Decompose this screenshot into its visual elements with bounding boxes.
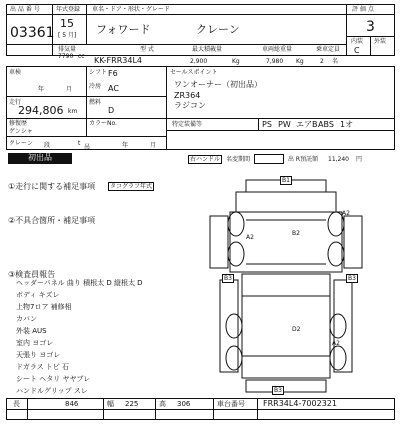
width-value: 225	[125, 400, 139, 408]
year-value: 15	[60, 17, 74, 30]
name-change-label: 名変期間	[226, 156, 251, 163]
vehicle-diagram	[206, 176, 366, 398]
steering-label: 右ハンドル	[190, 156, 221, 163]
mileage-label: 走行	[9, 99, 22, 106]
ac-label: 冷房	[89, 83, 102, 90]
note-line: ドガラス トビ 石	[16, 363, 70, 371]
note-line: 室内 ヨゴレ	[16, 339, 54, 347]
first-time-tag: 初出品	[8, 153, 72, 164]
max-load-value: 2,900	[190, 58, 208, 65]
damage-mark-b2: B2	[292, 230, 300, 237]
height-value: 306	[177, 400, 191, 408]
equipment-item: PW	[278, 120, 291, 129]
note-line: ボディ キズレ	[16, 291, 60, 299]
fuel-value: D	[108, 106, 115, 115]
max-load-unit: Kg	[232, 58, 240, 65]
gross-weight-label: 車両総重量	[262, 46, 293, 53]
wheelbase-unit: 円	[356, 156, 363, 163]
length-label: 長	[13, 400, 20, 408]
width-label: 幅	[107, 400, 114, 408]
note-line: 上物7ロア 補修相	[16, 303, 72, 311]
lot-number: 03361	[10, 25, 55, 41]
inspection-month: 月	[66, 86, 73, 93]
score-label: 評 価 点	[352, 6, 374, 13]
exterior-label: 外装	[374, 38, 387, 45]
inspector-notes	[16, 277, 143, 397]
selling-point-item: ラジコン	[174, 101, 206, 110]
model-name: フォワード	[96, 23, 151, 36]
equipment-item: PS	[262, 120, 272, 129]
equipment-item: エアB	[296, 120, 318, 129]
ac-value: AC	[108, 84, 119, 93]
month-value: [ 5 月]	[58, 32, 77, 39]
model-label: 車名・ドア・形状・グレード	[92, 6, 170, 13]
interior-grade: C	[354, 46, 360, 55]
crane-tsuri2: 吊	[84, 144, 91, 151]
model-type: クレーン	[196, 23, 240, 36]
crane-year: 年	[122, 142, 129, 149]
remark-defects: ②不具合箇所・補足事項	[8, 216, 96, 225]
height-label: 高	[159, 400, 166, 408]
type-label: 型 式	[140, 46, 154, 53]
capacity-unit: 名	[332, 58, 339, 65]
displacement-value: 7790	[58, 53, 74, 60]
name-change-box	[254, 154, 284, 164]
chassis-value: FRR34L4-7002321	[263, 399, 337, 408]
chassis-label: 車台番号	[217, 400, 245, 408]
damage-mark-b3-right: B3	[348, 275, 356, 282]
damage-mark-a2-left: A2	[246, 234, 254, 241]
crane-tsuri: t	[78, 140, 81, 147]
inspection-label: 車検	[9, 69, 22, 76]
color-label: カラーNo.	[89, 120, 117, 127]
displacement-unit: cc	[78, 53, 85, 60]
wheelbase-value: 11,240	[328, 156, 349, 163]
selling-point-item: ZR364	[174, 91, 201, 100]
equipment-item: 1オ	[340, 120, 354, 129]
type-value: KK-FRR34L4	[94, 56, 142, 65]
remark-driving: ①走行に関する補足事項	[8, 182, 96, 191]
equipment-item: ABS	[318, 120, 334, 129]
note-line: カバン	[16, 315, 37, 323]
length-value: 846	[65, 400, 79, 408]
displacement-label: 排気量	[58, 46, 77, 53]
damage-mark-b3-left: B3	[224, 275, 232, 282]
damage-mark-b1: B1	[282, 177, 290, 184]
capacity-value: 2	[320, 58, 324, 65]
shift-value: F6	[108, 69, 118, 78]
tacho-label: タコグラフ年式	[110, 183, 153, 190]
note-line: ヘッダーパネル 曲り 積根太 D 縦根太 D	[16, 279, 143, 287]
bottom-row	[6, 398, 395, 420]
note-line: シート ヘタリ ヤヤブレ	[16, 375, 91, 383]
note-line: ハンドルグリップ スレ	[16, 387, 88, 395]
gross-weight-value: 7,980	[266, 58, 284, 65]
fuel-label: 燃料	[89, 99, 102, 106]
interior-label: 内装	[351, 38, 364, 45]
note-line: 外装 AUS	[16, 327, 47, 335]
score-value: 3	[366, 19, 375, 35]
year-label: 年式登録	[56, 6, 81, 13]
history-value: ゲンシャ	[9, 128, 33, 135]
crane-month: 月	[150, 142, 157, 149]
shift-label: シフト	[89, 69, 108, 76]
max-load-label: 最大積載量	[192, 46, 223, 53]
capacity-label: 乗車定員	[316, 46, 341, 53]
inspection-year: 年	[38, 86, 45, 93]
history-label: 修復歴	[9, 120, 28, 127]
mileage-unit: km	[68, 108, 78, 115]
damage-mark-d2: D2	[292, 326, 301, 333]
damage-mark-b3-bottom: B3	[274, 387, 282, 394]
crane-dan: 段	[44, 142, 51, 149]
gross-weight-unit: Kg	[296, 58, 304, 65]
remark-inspector: ③検査員報告	[8, 270, 56, 279]
damage-mark-a2-bottom-right: A2	[332, 340, 340, 347]
equipment-label: 特定装備等	[172, 121, 203, 128]
mileage-value: 294,806	[18, 104, 64, 117]
selling-point-item: ワンオーナー（初出品）	[174, 80, 262, 89]
note-line: 天張り ヨゴレ	[16, 351, 61, 359]
lot-label: 出 品 番 号	[10, 6, 40, 13]
crane-label: クレーン	[9, 140, 33, 147]
wheelbase-label: 出 R預託額	[288, 156, 319, 163]
selling-points-label: セールスポイント	[170, 69, 218, 76]
damage-mark-a2-top-right: A2	[342, 210, 350, 217]
